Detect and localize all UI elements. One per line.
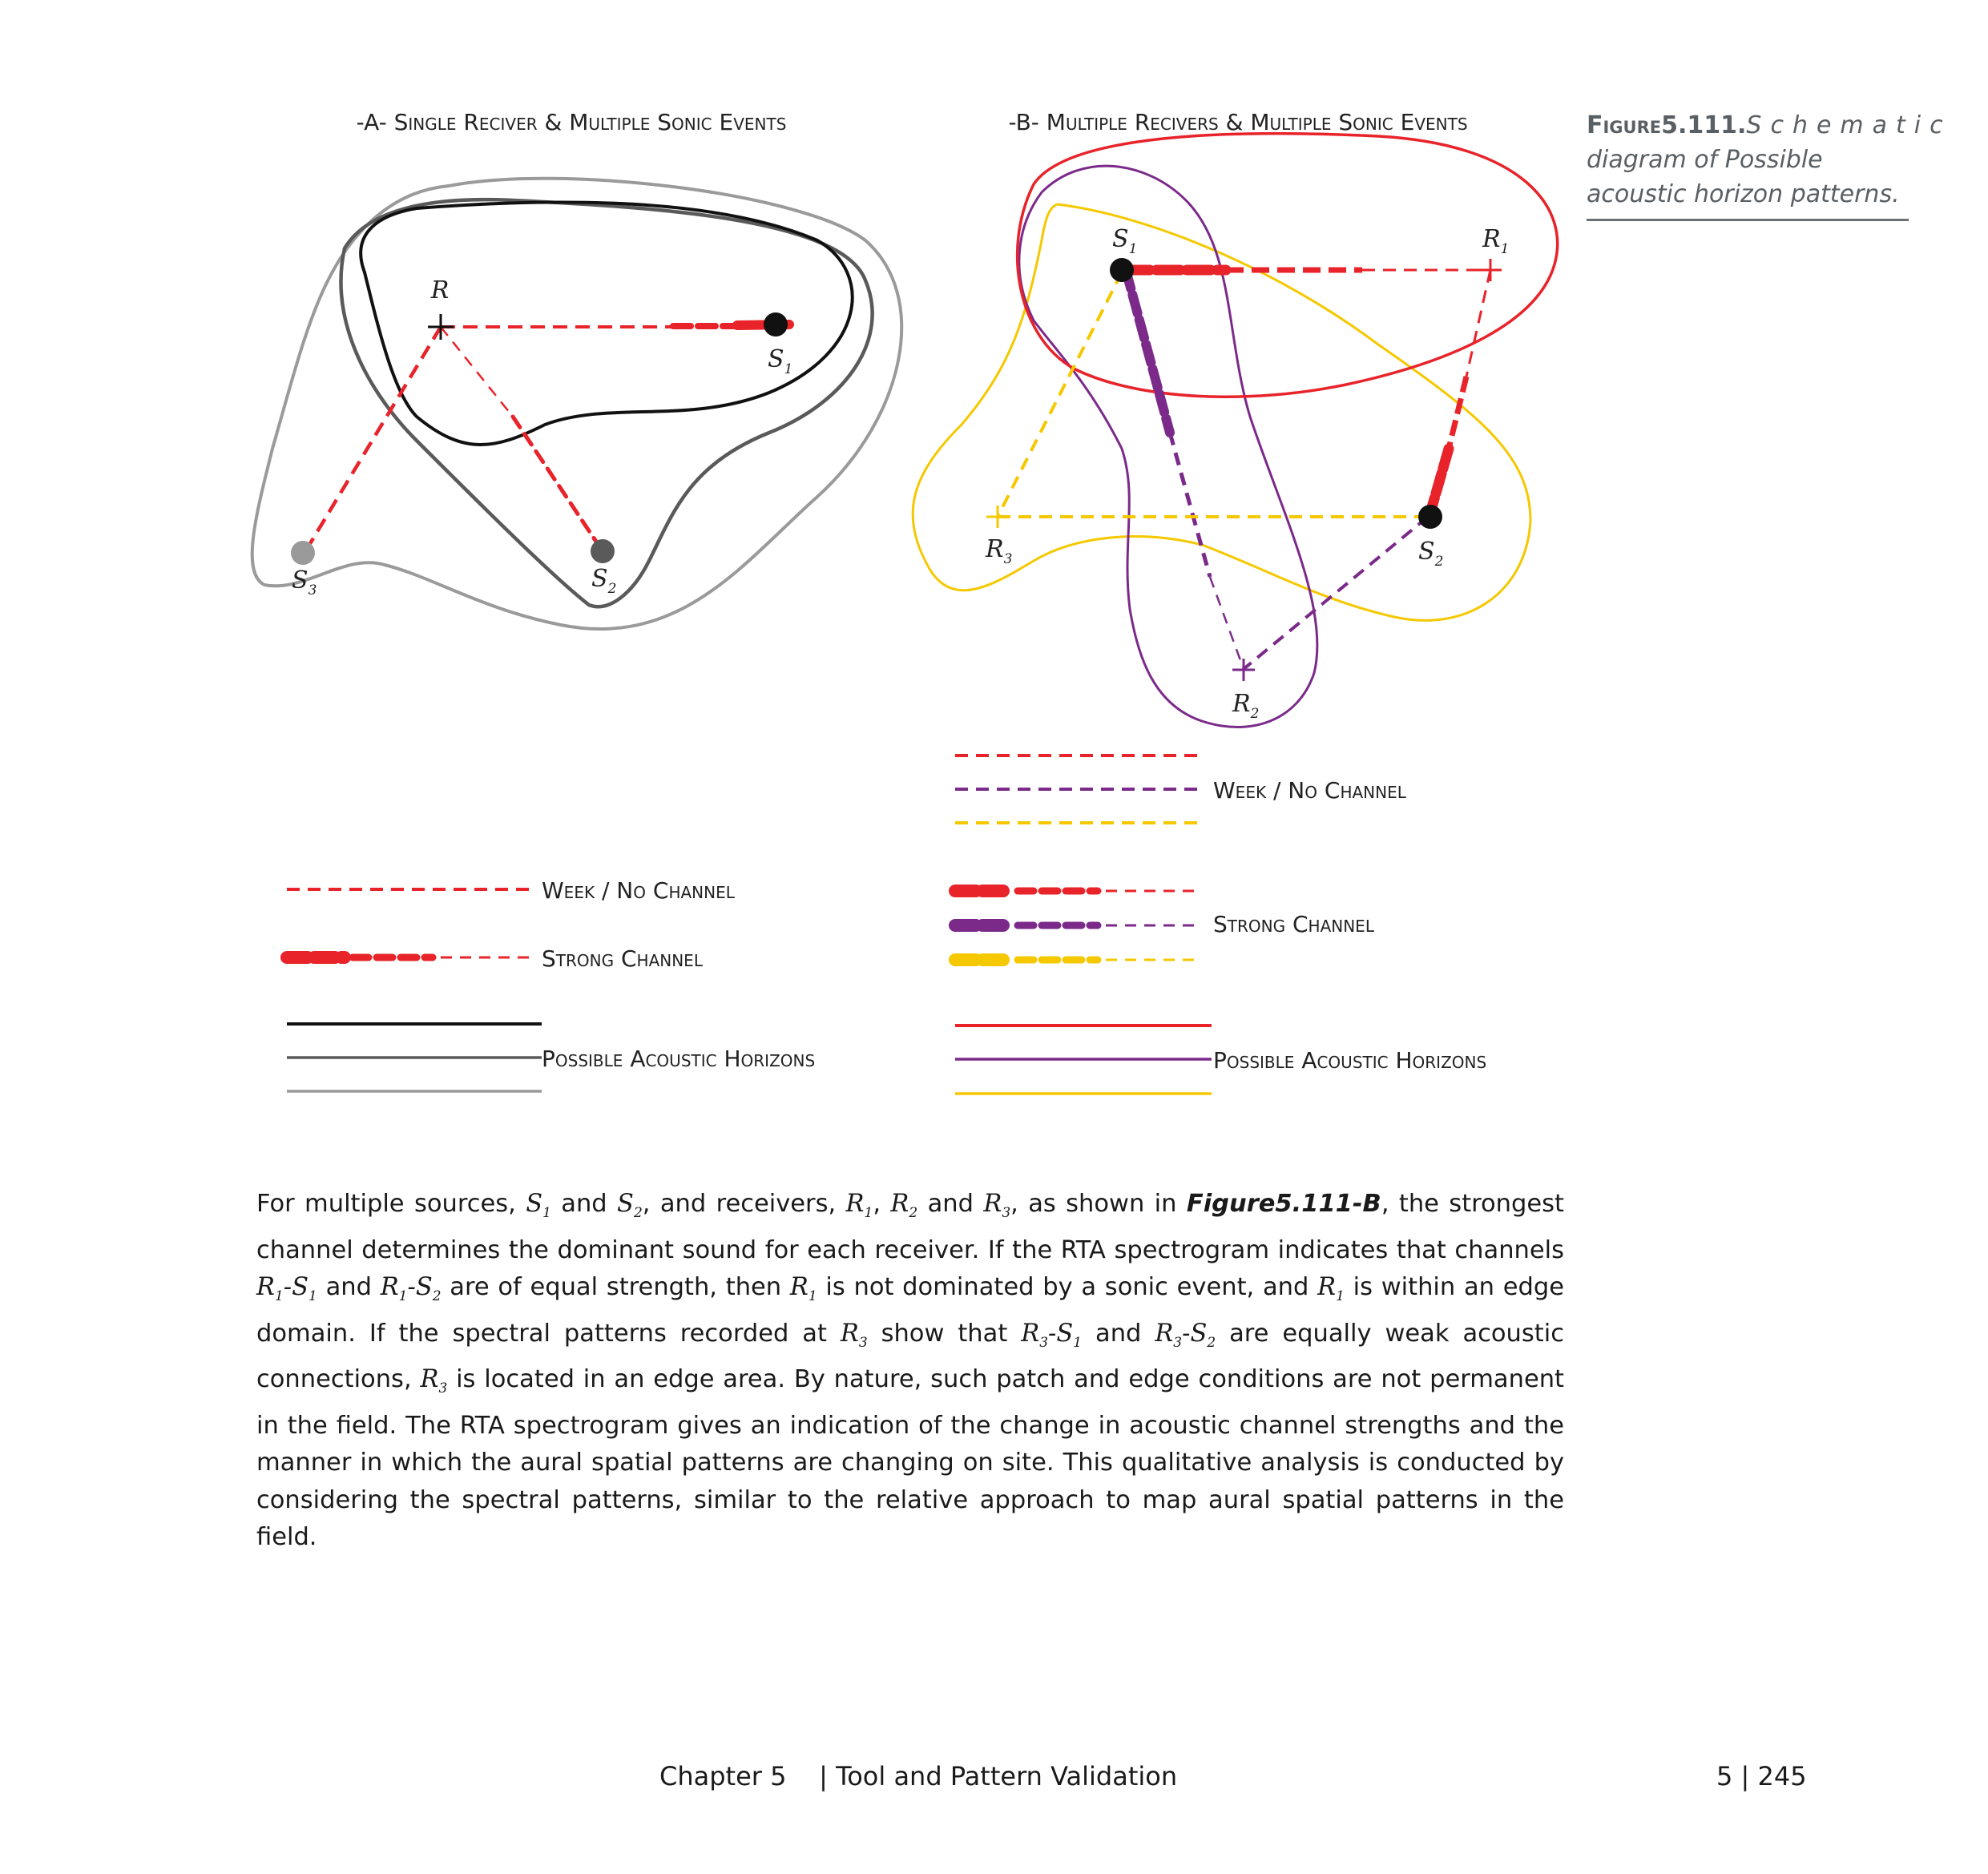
receiver-r3-label: $R_3$ bbox=[986, 535, 1013, 567]
legend-a-horizons-label: Possible Acoustic Horizons bbox=[542, 1046, 816, 1072]
receiver-r1-label: $R_1$ bbox=[1482, 225, 1510, 257]
source-s3-label: $S_3$ bbox=[292, 566, 317, 598]
legend-a-weak-label: Week / No Channel bbox=[542, 877, 735, 904]
source-s1-dot bbox=[764, 312, 788, 337]
channel-s2-r2-weak bbox=[1244, 517, 1428, 669]
legend-b-strong-label: Strong Channel bbox=[1213, 911, 1374, 937]
channel-s1-r2-strong bbox=[1126, 270, 1170, 433]
figure-reference: Figure5.111-B bbox=[1186, 1190, 1381, 1218]
source-s2-dot bbox=[591, 539, 615, 563]
panel-a-channels bbox=[304, 324, 789, 553]
receiver-r-label: R bbox=[430, 276, 450, 304]
horizon-a-outer bbox=[252, 179, 901, 629]
channel-s1-r3-weak bbox=[998, 272, 1122, 517]
legend-b bbox=[955, 756, 1486, 1094]
figure-caption bbox=[1587, 108, 1952, 212]
receiver-r bbox=[428, 314, 454, 340]
receiver-r2-label: $R_2$ bbox=[1232, 690, 1260, 722]
footer-page-number: 5 | 245 bbox=[1716, 1761, 1807, 1791]
caption-rest: diagram of Possible acoustic horizon patterns. bbox=[1587, 146, 1900, 208]
panel-b-title: -B- Multiple Recivers & Multiple Sonic Events bbox=[1008, 109, 1468, 135]
channel-r-s2-weak bbox=[441, 327, 513, 417]
receiver-r1 bbox=[1479, 259, 1502, 281]
b-source-s1-label: $S_1$ bbox=[1112, 225, 1138, 257]
legend-b-horizons-label: Possible Acoustic Horizons bbox=[1213, 1047, 1487, 1074]
source-s3-dot bbox=[291, 541, 315, 565]
b-source-s2-dot bbox=[1418, 505, 1442, 529]
source-s2-label: $S_2$ bbox=[591, 565, 617, 597]
legend-a bbox=[287, 877, 815, 1091]
caption-rule bbox=[1587, 219, 1909, 221]
channel-s2-r1-strong bbox=[1430, 449, 1449, 513]
channel-s1-r2-weak bbox=[1210, 577, 1244, 669]
receiver-r3 bbox=[986, 506, 1009, 528]
channel-s2-r1-weak bbox=[1466, 270, 1490, 377]
horizon-b-red bbox=[1018, 134, 1558, 397]
b-source-s1-dot bbox=[1110, 258, 1134, 282]
body-paragraph: For multiple sources, $S_1$ and $S_2$, and receivers, $R_1$, $R_2$ and $R_3$, as shown in Figure5.111-B, the strongest channel determines the dominant sound for each receiver. If the RTA spectrogram indicates that channels $R_1-S_1$ and $R_1-S_2$ are of equal strength, then $R_1$ is not dominated by a sonic event, and $R_1$ is within an edge domain. If the spectral patterns recorded at $R_3$ show that $R_3-S_1$ and $R_3-S_2$ are equally weak acoustic connections, $R_3$ is located in an edge area. By nature, such patch and edge conditions are not permanent in the field. The RTA spectrogram gives an indication of the change in acoustic channel strengths and the manner in which the aural spatial patterns are changing on site. This qualitative analysis is conducted by considering the spectral patterns, similar to the relative approach to map aural spatial patterns in the field. bbox=[256, 1190, 1564, 1552]
footer-chapter: Chapter 5 | Tool and Pattern Validation bbox=[659, 1761, 1178, 1791]
receiver-r2 bbox=[1232, 659, 1255, 681]
channel-r-s2-mid bbox=[513, 417, 603, 551]
legend-b-weak-label: Week / No Channel bbox=[1213, 777, 1406, 804]
channel-r-s3-weak bbox=[304, 327, 441, 553]
b-source-s2-label: $S_2$ bbox=[1418, 538, 1444, 570]
panel-a-title: -A- Single Reciver & Multiple Sonic Events bbox=[356, 109, 787, 135]
caption-label: Figure5.111. bbox=[1587, 111, 1747, 139]
caption-word: Schematic bbox=[1746, 111, 1952, 139]
channel-s1-r2-mid bbox=[1170, 433, 1210, 577]
legend-a-strong-label: Strong Channel bbox=[542, 945, 703, 972]
channel-s2-r1-mid bbox=[1449, 377, 1466, 449]
horizon-b-purple bbox=[1019, 166, 1317, 727]
source-s1-label: $S_1$ bbox=[768, 345, 793, 377]
